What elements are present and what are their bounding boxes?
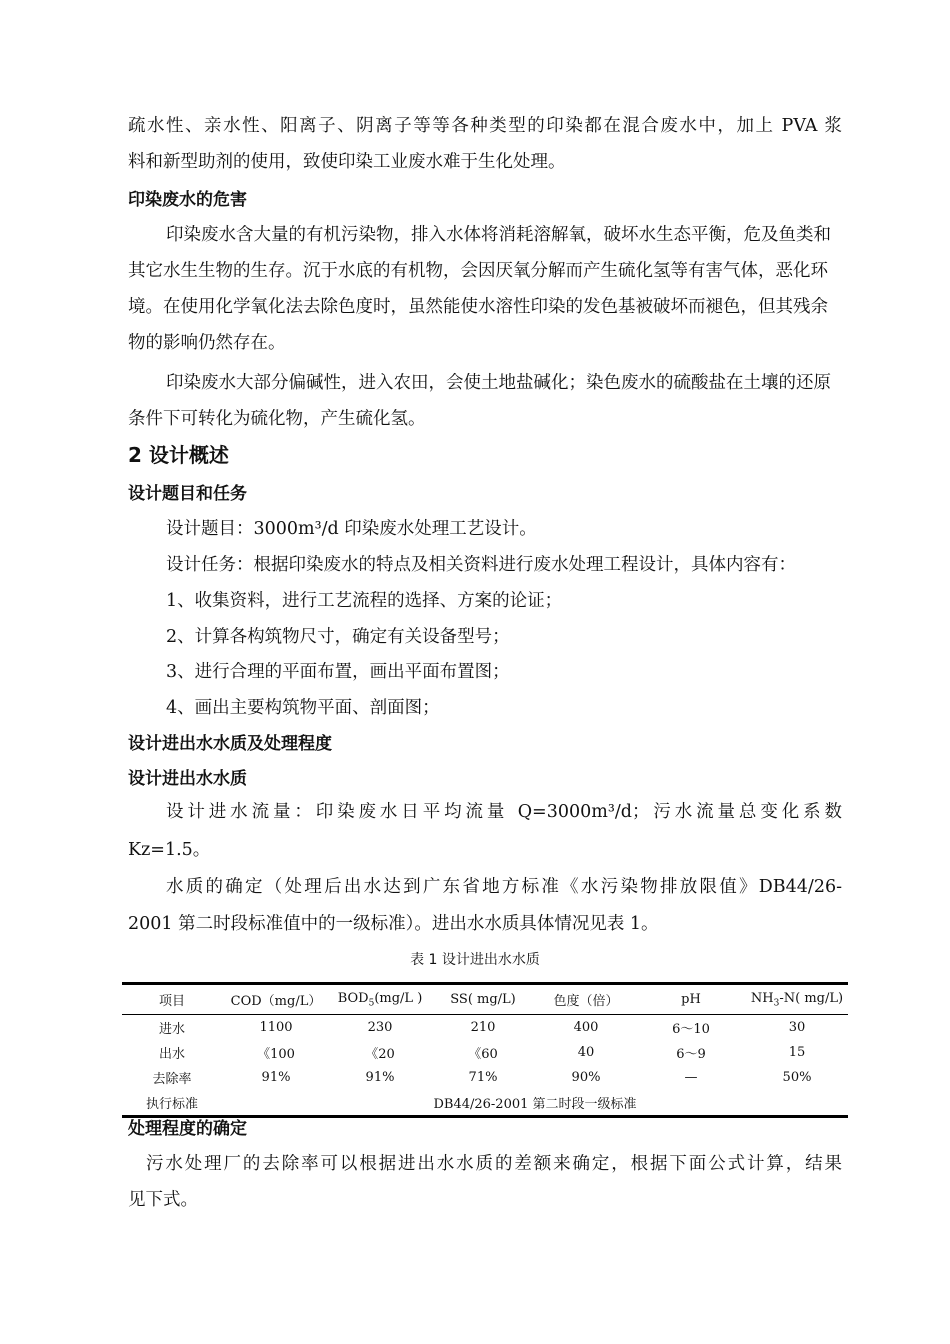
column-header: $BOD_5(mg/L$ ) [330,984,430,1015]
paragraph-line: 见下式。 [128,1190,198,1210]
list-item: 4、画出主要构筑物平面、剖面图； [166,698,440,718]
list-item: 3、进行合理的平面布置，画出平面布置图； [166,662,510,682]
paragraph-line: 设计进水流量：印染废水日平均流量 Q=3000m³/d；污水流量总变化系数 [166,802,842,822]
heading-task: 设计题目和任务 [128,484,247,504]
heading-quality-sub: 设计进出水水质 [128,769,247,789]
table-cell: 40 [577,1045,595,1060]
table-cell: 90% [571,1070,601,1085]
table-cell: 1100 [259,1020,293,1035]
table-row [122,1090,848,1117]
column-header: $NH_3-N$( mg/L) [746,984,848,1015]
paragraph-line: 2001 第二时段标准值中的一级标准）。进出水水质具体情况见表 1。 [128,914,659,934]
table-cell: 400 [573,1020,599,1035]
table-caption: 表 1 设计进出水水质 [410,952,540,968]
table-row [122,1065,848,1090]
table-cell: 《20 [365,1047,395,1062]
list-item: 2、计算各构筑物尺寸，确定有关设备型号； [166,627,510,647]
table-cell: 15 [788,1045,806,1060]
paragraph-line: 料和新型助剂的使用，致使印染工业废水难于生化处理。 [128,152,566,172]
water-quality-table [122,982,848,1118]
table-row [122,1040,848,1065]
table-cell: DB44/26-2001 第二时段一级标准 [433,1097,637,1112]
table-cell: — [684,1070,698,1085]
column-header: 项目 [122,984,222,1015]
task-description: 设计任务：根据印染废水的特点及相关资料进行废水处理工程设计，具体内容有： [166,555,796,575]
heading-quality: 设计进出水水质及处理程度 [128,734,332,754]
table-cell: 50% [782,1070,812,1085]
table-header-row [122,984,848,1015]
table-cell: 执行标准 [145,1097,198,1112]
column-header: SS( mg/L) [430,984,536,1015]
paragraph-harm-2: 印染废水大部分偏碱性，进入农田，会使土地盐碱化；染色废水的硫酸盐在土壤的还原条件下可转化为硫化物，产生硫化氢。 [128,373,831,429]
heading-degree: 处理程度的确定 [128,1119,247,1139]
table-cell: 30 [788,1020,806,1035]
table-cell: 出水 [158,1047,185,1062]
section-title: 2 设计概述 [128,443,229,467]
paragraph-line: 水质的确定（处理后出水达到广东省地方标准《水污染物排放限值》DB44/26- [166,877,842,897]
column-header: 色度（倍） [536,984,636,1015]
table-cell: 6～10 [672,1022,710,1037]
heading-harm: 印染废水的危害 [128,190,247,210]
column-header: pH [636,984,746,1015]
table-row [122,1015,848,1041]
table-cell: 《100 [257,1047,295,1062]
list-item: 1、收集资料，进行工艺流程的选择、方案的论证； [166,591,563,611]
column-header: COD（mg/L） [222,984,330,1015]
paragraph-line: 污水处理厂的去除率可以根据进出水水质的差额来确定，根据下面公式计算，结果 [146,1154,842,1174]
table-cell: 《60 [468,1047,498,1062]
paragraph-line: 疏水性、亲水性、阳离子、阴离子等等各种类型的印染都在混合废水中，加上 PVA 浆 [128,116,842,136]
table-cell: 210 [470,1020,496,1035]
table-cell: 230 [367,1020,393,1035]
table-cell: 去除率 [152,1072,192,1087]
table-cell: 91% [261,1070,291,1085]
table-cell: 6～9 [676,1047,706,1062]
table-cell: 71% [468,1070,498,1085]
table-cell: 进水 [158,1022,185,1037]
table-cell: 91% [365,1070,395,1085]
paragraph-line: Kz=1.5。 [128,840,211,860]
task-title: 设计题目：3000m³/d 印染废水处理工艺设计。 [166,519,537,539]
paragraph-harm-1: 印染废水含大量的有机污染物，排入水体将消耗溶解氧，破坏水生态平衡，危及鱼类和其它水生生物的生存。沉于水底的有机物，会因厌氧分解而产生硫化氢等有害气体，恶化环境。在使用化学氧化法去除色度时，虽然能使水溶性印染的发色基被破坏而褪色，但其残余物的影响仍然存在。 [128,225,831,353]
